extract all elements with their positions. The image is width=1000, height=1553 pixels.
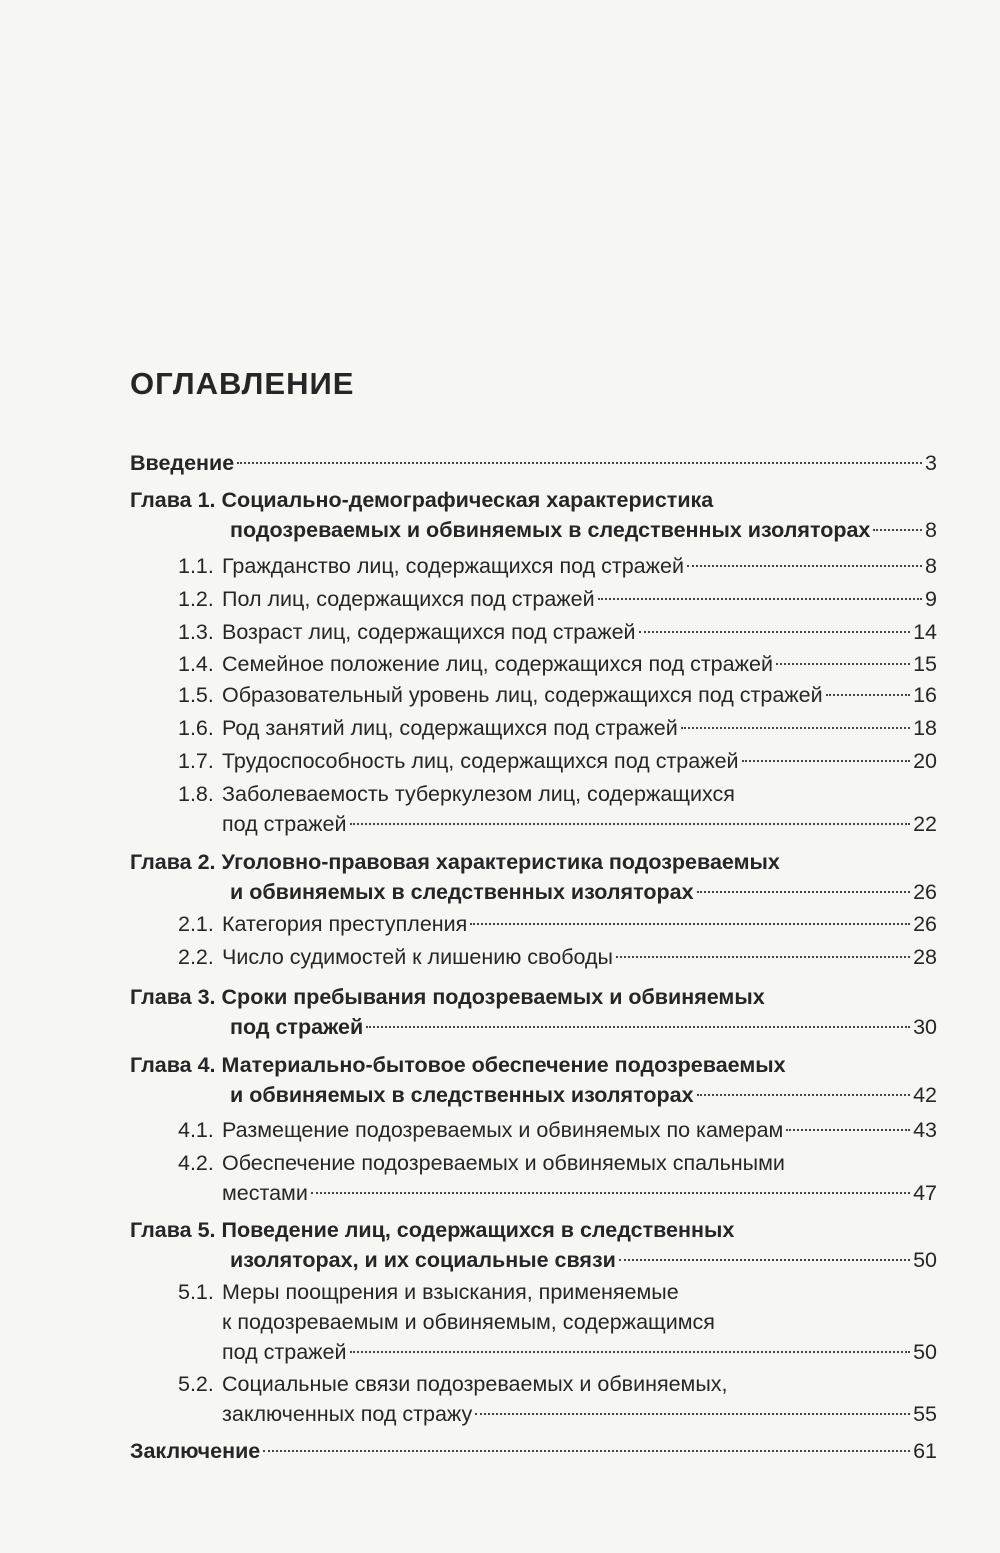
toc-entry-chapter-4[interactable] <box>130 1050 937 1110</box>
page-number: 8 <box>925 518 937 542</box>
entry-title: подозреваемых и обвиняемых в следственных изоляторах <box>230 518 871 542</box>
chapter-label: Глава 4. <box>130 1053 216 1077</box>
toc-entry-1-7[interactable] <box>178 746 937 776</box>
dot-leader <box>873 529 922 531</box>
toc-entry-1-8[interactable] <box>178 779 937 839</box>
section-number: 5.1. <box>178 1280 214 1304</box>
toc-entry-1-5[interactable] <box>178 680 937 710</box>
section-number: 4.1. <box>178 1118 214 1142</box>
entry-title: местами <box>222 1181 308 1205</box>
page-number: 50 <box>913 1340 937 1364</box>
section-number: 2.2. <box>178 945 214 969</box>
entry-title: и обвиняемых в следственных изоляторах <box>230 1083 694 1107</box>
dot-leader <box>786 1129 910 1131</box>
page-number: 43 <box>913 1118 937 1142</box>
section-number: 2.1. <box>178 912 214 936</box>
entry-title: Категория преступления <box>222 912 468 936</box>
toc-entry-1-1[interactable] <box>178 551 937 581</box>
chapter-label: Глава 1. <box>130 488 216 512</box>
entry-title: под стражей <box>230 1015 364 1039</box>
dot-leader <box>826 694 910 696</box>
section-number: 1.7. <box>178 749 214 773</box>
toc-entry-conclusion[interactable] <box>130 1436 937 1466</box>
entry-title: под стражей <box>222 1340 347 1364</box>
entry-title: Семейное положение лиц, содержащихся под стражей <box>222 652 773 676</box>
page-number: 3 <box>925 451 937 475</box>
page-number: 9 <box>925 587 937 611</box>
page-number: 50 <box>913 1248 937 1272</box>
entry-title: под стражей <box>222 812 347 836</box>
page-number: 26 <box>913 912 937 936</box>
entry-title: Род занятий лиц, содержащихся под стражей <box>222 716 678 740</box>
dot-leader <box>263 1450 910 1452</box>
section-number: 1.3. <box>178 620 214 644</box>
dot-leader <box>475 1413 910 1415</box>
entry-title: Материально-бытовое обеспечение подозреваемых <box>221 1053 786 1077</box>
entry-title: Социально-демографическая характеристика <box>221 488 714 512</box>
toc-entry-4-1[interactable] <box>178 1115 937 1145</box>
chapter-label: Глава 3. <box>130 985 216 1009</box>
dot-leader <box>616 956 910 958</box>
toc-entry-chapter-2[interactable] <box>130 847 937 907</box>
entry-title: Уголовно-правовая характеристика подозреваемых <box>221 850 780 874</box>
entry-title: изоляторах, и их социальные связи <box>230 1248 616 1272</box>
entry-title: Сроки пребывания подозреваемых и обвиняемых <box>221 985 765 1009</box>
entry-title: Пол лиц, содержащихся под стражей <box>222 587 595 611</box>
section-number: 4.2. <box>178 1151 214 1175</box>
page-number: 42 <box>913 1083 937 1107</box>
page-number: 20 <box>913 749 937 773</box>
toc-entry-1-3[interactable] <box>178 617 937 647</box>
section-number: 1.6. <box>178 716 214 740</box>
dot-leader <box>366 1026 910 1028</box>
entry-title: Трудоспособность лиц, содержащихся под стражей <box>222 749 739 773</box>
entry-title: Меры поощрения и взыскания, применяемые <box>222 1280 679 1304</box>
entry-title: Образовательный уровень лиц, содержащихся под стражей <box>222 683 823 707</box>
page-number: 15 <box>913 652 937 676</box>
page-number: 18 <box>913 716 937 740</box>
entry-title: к подозреваемым и обвиняемым, содержащимся <box>222 1310 715 1334</box>
page-number: 61 <box>913 1439 937 1463</box>
section-number: 1.8. <box>178 782 214 806</box>
page-number: 26 <box>913 880 937 904</box>
entry-title: Социальные связи подозреваемых и обвиняемых, <box>222 1372 728 1396</box>
entry-title: Возраст лиц, содержащихся под стражей <box>222 620 636 644</box>
toc-entry-chapter-1[interactable] <box>130 485 937 545</box>
section-number: 1.4. <box>178 652 214 676</box>
toc-entry-4-2[interactable] <box>178 1148 937 1208</box>
toc-entry-1-6[interactable] <box>178 713 937 743</box>
dot-leader <box>237 462 922 464</box>
entry-title: Размещение подозреваемых и обвиняемых по камерам <box>222 1118 784 1142</box>
dot-leader <box>598 598 922 600</box>
dot-leader <box>311 1192 910 1194</box>
page-title: ОГЛАВЛЕНИЕ <box>130 366 355 401</box>
dot-leader <box>687 565 922 567</box>
page-number: 47 <box>913 1181 937 1205</box>
page-number: 28 <box>913 945 937 969</box>
section-number: 1.1. <box>178 554 214 578</box>
dot-leader <box>639 631 911 633</box>
toc-entry-5-1[interactable] <box>178 1277 937 1367</box>
entry-title: Число судимостей к лишению свободы <box>222 945 613 969</box>
page-number: 14 <box>913 620 937 644</box>
toc-entry-1-4[interactable] <box>178 649 937 679</box>
entry-title: Заключение <box>130 1439 261 1463</box>
dot-leader <box>350 823 911 825</box>
toc-entry-chapter-3[interactable] <box>130 982 937 1042</box>
page-number: 8 <box>925 554 937 578</box>
toc-entry-5-2[interactable] <box>178 1369 937 1429</box>
dot-leader <box>619 1259 910 1261</box>
entry-title: Обеспечение подозреваемых и обвиняемых спальными <box>222 1151 785 1175</box>
section-number: 5.2. <box>178 1372 214 1396</box>
toc-entry-introduction[interactable] <box>130 448 937 478</box>
dot-leader <box>470 923 910 925</box>
entry-title: Введение <box>130 451 235 475</box>
dot-leader <box>776 663 910 665</box>
entry-title: и обвиняемых в следственных изоляторах <box>230 880 694 904</box>
chapter-label: Глава 2. <box>130 850 216 874</box>
dot-leader <box>697 1094 911 1096</box>
toc-entry-2-2[interactable] <box>178 942 937 972</box>
toc-entry-chapter-5[interactable] <box>130 1215 937 1275</box>
dot-leader <box>697 891 911 893</box>
toc-entry-2-1[interactable] <box>178 909 937 939</box>
section-number: 1.2. <box>178 587 214 611</box>
page-number: 30 <box>913 1015 937 1039</box>
entry-title: заключенных под стражу <box>222 1402 473 1426</box>
page-number: 16 <box>913 683 937 707</box>
entry-title: Заболеваемость туберкулезом лиц, содержащихся <box>222 782 735 806</box>
dot-leader <box>681 727 910 729</box>
dot-leader <box>350 1351 911 1353</box>
dot-leader <box>742 760 911 762</box>
page-number: 22 <box>913 812 937 836</box>
page-number: 55 <box>913 1402 937 1426</box>
section-number: 1.5. <box>178 683 214 707</box>
entry-title: Гражданство лиц, содержащихся под стражей <box>222 554 684 578</box>
entry-title: Поведение лиц, содержащихся в следственных <box>221 1218 735 1242</box>
toc-entry-1-2[interactable] <box>178 584 937 614</box>
chapter-label: Глава 5. <box>130 1218 216 1242</box>
